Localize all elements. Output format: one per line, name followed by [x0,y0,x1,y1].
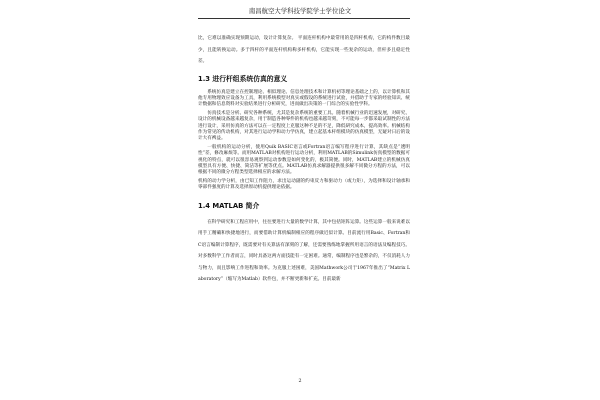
paragraph-simulation-definition: 系统仿真是建立在控制理论、相似理论、信息处理技术和计算机初等理论基础之上的，以计算机和其他专用物理效应设备为工具，利用系统模型对真实或假设的系统进行试验，并借助于专家的经验知识、统计数据和信息资料对实验结果进行分析研究，进而做出决策的一门综合的实验性学科。 [198,89,410,108]
header-divider [198,18,410,19]
paragraph-matlab-motion-analysis: 一般机构的运动分析，使用Quik BASIC语言或Fortran语言编写程序进行计算，其缺点是“透明性”差，修改麻烦等。而用MATLAB对机构进行运动分析，利用MATLAB的Simulink仿真模型的数据可视化的特点，就可以很容易观察到运动参数是如何变化的，极其简便。同时，MATLAB建立的机械仿真模型具有方便、快捷、简洁等扩展等优点。MATLAB仿真求解器提供很多解不同微分方程的方法，可以根据不同的微分方程类型选择相应的求解方法。 [198,144,410,176]
paragraph-simulation-importance: 仿真技术是分析、研究各种系统，尤其是复杂系统的重要工具。随着机械行业的迅速发展，对研究、设计的机械设备越来越复杂，用于制造各种零件的机构也越来越苛刻，不可能每一步都采取试制性的方法进行设计，采用仿真的方法可以在一定程度上克服这种不足的不足，降低研究成本，提高效率。机械结构作为常见的传动机构，对其进行运动学和动力学仿真，建立起基本杆组模块的仿真模型，无疑对日后的设计大有裨益。 [198,110,410,142]
intro-paragraph: 比，它难以准确实现预期运动，设计计算复杂。 平面连杆机构中最常用的是四杆机构，它的构件数目最少，且能转换运动。多于四杆的平面连杆机构称多杆机构，它能实现一些复杂的运动，但杆多且稳定性差。 [198,36,410,64]
section-heading-1-3: 1.3 进行杆组系统仿真的意义 [198,74,288,83]
page-header: 南昌航空大学科技学院学士学位论文 [248,7,352,15]
section-heading-1-4: 1.4 MATLAB 简介 [198,201,260,210]
page-number: 2 [298,379,302,384]
document-body [198,33,410,286]
paragraph-matlab-introduction: 在科学研究和工程应用中，往往要进行大量的数学计算，其中包括矩阵运算。这些运算一般来说难以用手工精确和快捷地进行，而要借助计算机编制相应的程序做近似计算。目前流行用Basic、Fortran和C语言编制计算程序，既需要对有关算法有深刻的了解，还需要熟练地掌握所用语言的语法及编程技巧。对多数科学工作者而言，同时具备这两方面技能有一定困难。通常，编制程序也是繁杂的，不仅消耗人力与物力，而且影响工作进程和效率。为克服上述困难，美国Mathwork公司于1967年推出了“Matrix Laboratory”（缩写为Matlab）软件包，并不断更新和扩充。目前最新 [198,219,410,283]
paragraph-dynamic-analysis: 机构的动力学分析，由已知工作阻力，求出运动副的约束反力和驱动力（或力矩），为选择和设计轴承和零部件强度的计算及选择原动机提供理论依据。 [198,178,410,191]
